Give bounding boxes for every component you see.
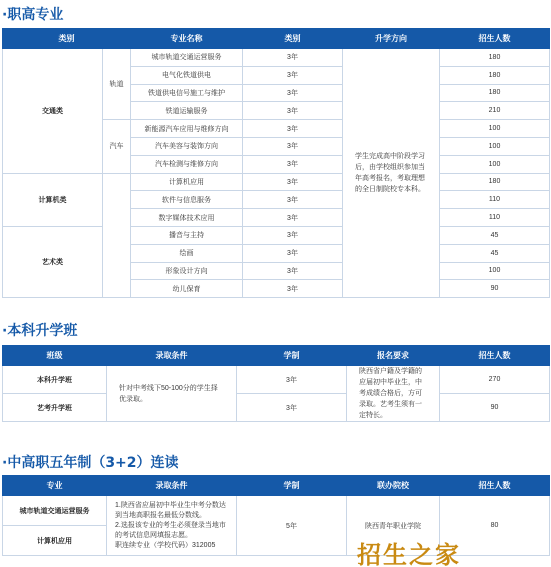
major-name: 数字媒体技术应用	[131, 209, 243, 227]
years-cell: 3年	[243, 120, 343, 138]
years-cell: 3年	[243, 155, 343, 173]
major-name: 铁道运输服务	[131, 102, 243, 120]
years-cell: 5年	[237, 496, 347, 556]
years-cell: 3年	[237, 394, 347, 422]
major-name: 铁道供电信号施工与维护	[131, 84, 243, 102]
table-header-row	[3, 476, 550, 496]
years-cell: 3年	[243, 226, 343, 244]
major-name: 城市轨道交通运营服务	[131, 49, 243, 67]
major-name: 汽车美容与装饰方向	[131, 137, 243, 155]
table-row	[3, 173, 550, 191]
years-cell: 3年	[243, 84, 343, 102]
major-name: 形象设计方向	[131, 262, 243, 280]
header-class: 班级	[3, 346, 107, 366]
count-cell: 210	[440, 102, 550, 120]
subcategory-cell: 汽车	[103, 120, 131, 173]
requirement-cell: 陕西省户籍及学籍的应届初中毕业生，中考成绩合格后，方可录取。艺考生须有一定特长。	[347, 366, 440, 422]
table-row	[3, 496, 550, 526]
count-cell: 80	[440, 496, 550, 556]
count-cell: 90	[440, 394, 550, 422]
count-cell: 180	[440, 66, 550, 84]
years-cell: 3年	[243, 173, 343, 191]
header-count: 招生人数	[440, 346, 550, 366]
section-title-vocational: ·职高专业	[2, 7, 64, 23]
header-requirement: 报名要求	[347, 346, 440, 366]
section-title-bachelor: ·本科升学班	[2, 323, 78, 339]
major-name: 幼儿保育	[131, 280, 243, 298]
class-cell: 本科升学班	[3, 366, 107, 394]
table-header-row	[3, 346, 550, 366]
subcategory-cell	[103, 173, 131, 298]
header-condition: 录取条件	[107, 476, 237, 496]
major-cell: 城市轨道交通运营服务	[3, 496, 107, 526]
section-title-five-year: ·中高职五年制（3+2）连读	[2, 455, 179, 471]
condition-cell: 1.陕西省应届初中毕业生中考分数达到当地高职报名最低分数线。 2.选报该专业的考生必须登录当地市的考试信息网填报志愿。 职连续专业（学校代码）312005	[107, 496, 237, 556]
table-row	[3, 226, 550, 244]
major-cell: 计算机应用	[3, 526, 107, 556]
header-years: 学制	[237, 476, 347, 496]
count-cell: 100	[440, 262, 550, 280]
count-cell: 110	[440, 191, 550, 209]
years-cell: 3年	[237, 366, 347, 394]
years-cell: 3年	[243, 191, 343, 209]
years-cell: 3年	[243, 244, 343, 262]
major-name: 新能源汽车应用与维修方向	[131, 120, 243, 138]
bachelor-table	[2, 345, 550, 422]
years-cell: 3年	[243, 209, 343, 227]
header-condition: 录取条件	[107, 346, 237, 366]
condition-cell: 针对中考线下50-100分的学生择优录取。	[107, 366, 237, 422]
five-year-table	[2, 475, 550, 556]
category-cell: 艺术类	[3, 226, 103, 297]
partner-cell: 陕西青年职业学院	[347, 496, 440, 556]
count-cell: 100	[440, 155, 550, 173]
header-count: 招生人数	[440, 29, 550, 49]
major-name: 绘画	[131, 244, 243, 262]
subcategory-cell: 轨道	[103, 49, 131, 120]
table-header-row	[3, 29, 550, 49]
count-cell: 45	[440, 244, 550, 262]
table-row	[3, 49, 550, 67]
count-cell: 45	[440, 226, 550, 244]
years-cell: 3年	[243, 102, 343, 120]
table-row	[3, 366, 550, 394]
header-major: 专业	[3, 476, 107, 496]
years-cell: 3年	[243, 280, 343, 298]
count-cell: 180	[440, 173, 550, 191]
major-name: 计算机应用	[131, 173, 243, 191]
category-cell: 计算机类	[3, 173, 103, 226]
years-cell: 3年	[243, 49, 343, 67]
count-cell: 90	[440, 280, 550, 298]
watermark-logo: 招生之家	[357, 540, 461, 567]
direction-note: 学生完成高中阶段学习后，由学校组织参加当年高考报名，考取理想的全日制院校专本科。	[343, 49, 440, 298]
header-direction: 升学方向	[343, 29, 440, 49]
count-cell: 100	[440, 137, 550, 155]
count-cell: 110	[440, 209, 550, 227]
major-name: 播音与主持	[131, 226, 243, 244]
header-years: 学制	[237, 346, 347, 366]
header-years: 类别	[243, 29, 343, 49]
count-cell: 180	[440, 49, 550, 67]
years-cell: 3年	[243, 66, 343, 84]
count-cell: 100	[440, 120, 550, 138]
major-name: 电气化铁道供电	[131, 66, 243, 84]
header-category: 类别	[3, 29, 131, 49]
category-cell: 交通类	[3, 49, 103, 174]
count-cell: 180	[440, 84, 550, 102]
class-cell: 艺考升学班	[3, 394, 107, 422]
years-cell: 3年	[243, 137, 343, 155]
count-cell: 270	[440, 366, 550, 394]
table-row	[3, 394, 550, 422]
header-partner: 联办院校	[347, 476, 440, 496]
years-cell: 3年	[243, 262, 343, 280]
header-major: 专业名称	[131, 29, 243, 49]
header-count: 招生人数	[440, 476, 550, 496]
vocational-table	[2, 28, 550, 298]
major-name: 汽车检测与维修方向	[131, 155, 243, 173]
major-name: 软件与信息服务	[131, 191, 243, 209]
